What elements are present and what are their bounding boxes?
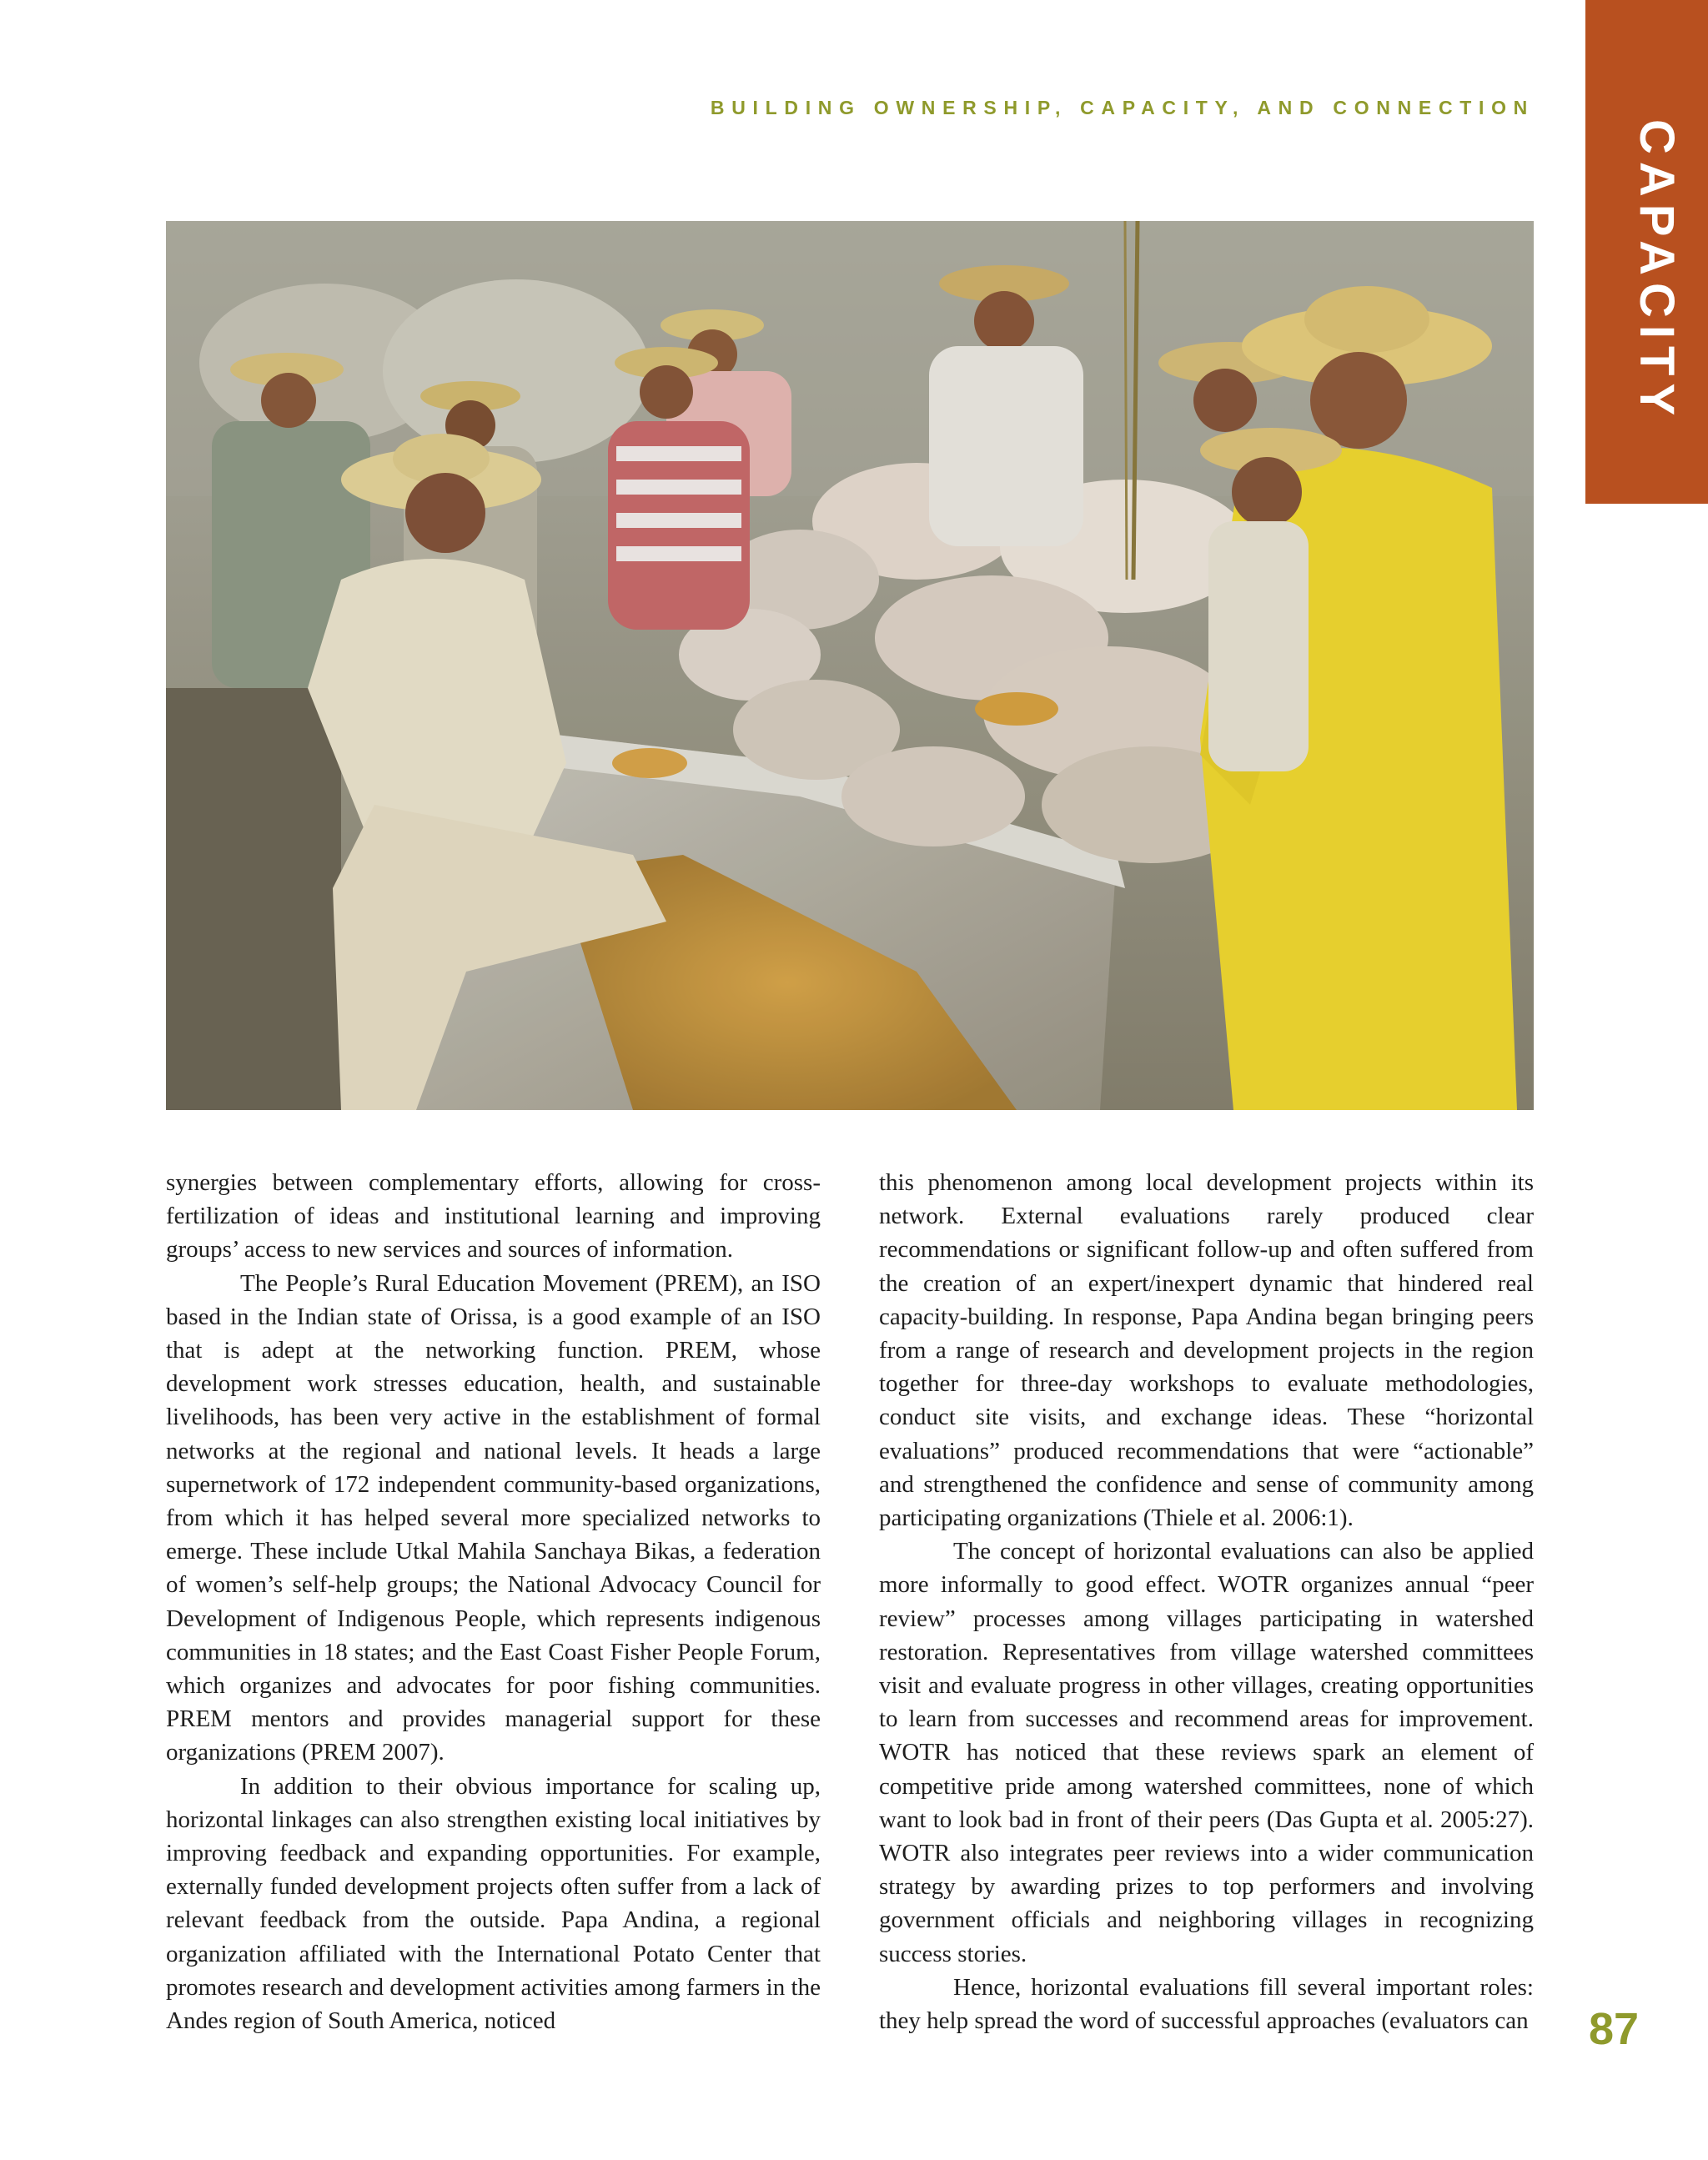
photo-illustration: [166, 221, 1534, 1110]
running-head: BUILDING OWNERSHIP, CAPACITY, AND CONNECTION: [710, 97, 1535, 118]
body-column-left: [166, 1166, 821, 2037]
body-column-right: [879, 1166, 1534, 2037]
section-tab: [1585, 0, 1708, 504]
farmers-grain-photo: [166, 221, 1534, 1110]
paragraph: The concept of horizontal evaluations can also be applied more informally to good effect. WOTR organizes annual “peer review” processes among villages participating in watershed restoration. Representatives from village watershed committees visit and evaluate progress in other villages, creating opportunities to learn from successes and recommend areas for improvement. WOTR has noticed that these reviews spark an element of competitive pride among watershed committees, none of which want to look bad in front of their peers (Das Gupta et al. 2005:27). WOTR also integrates peer reviews into a wider communication strategy by awarding prizes to top performers and involving government officials and neighboring villages in recognizing success stories.: [879, 1538, 1534, 1967]
section-tab-label: CAPACITY: [1630, 119, 1684, 424]
paragraph: The People’s Rural Education Movement (PREM), an ISO based in the Indian state of Orissa, is a good example of an ISO that is adept at the networking function. PREM, whose development work stresses education, health, and sustainable livelihoods, has been very active in the establishment of formal networks at the regional and national levels. It heads a large supernetwork of 172 independent community-based organizations, from which it has helped several more specialized networks to emerge. These include Utkal Mahila Sanchaya Bikas, a federation of women’s self-help groups; the National Advocacy Council for Development of Indigenous People, which represents indigenous communities in 18 states; and the East Coast Fisher People Forum, which organizes and advocates for poor fishing communities. PREM mentors and provides managerial support for these organizations (PREM 2007).: [166, 1269, 821, 1766]
paragraph: this phenomenon among local development projects within its network. External evaluations rarely produced clear recommendations or significant follow-up and often suffered from the creation of an expert/inexpert dynamic that hindered real capacity-building. In response, Papa Andina began bringing peers from a range of research and development projects in the region together for three-day workshops to evaluate methodologies, conduct site visits, and exchange ideas. These “horizontal evaluations” produced recommendations that were “actionable” and strengthened the confidence and sense of community among participating organizations (Thiele et al. 2006:1).: [879, 1169, 1534, 1532]
page-number: 87: [1589, 2004, 1640, 2054]
paragraph: synergies between complementary efforts, allowing for cross-fertilization of ideas and institutional learning and improving groups’ access to new services and sources of information.: [166, 1169, 821, 1263]
paragraph: In addition to their obvious importance for scaling up, horizontal linkages can also strengthen existing local initiatives by improving feedback and expanding opportunities. For example, externally funded development projects often suffer from a lack of relevant feedback from the outside. Papa Andina, a regional organization affiliated with the International Potato Center that promotes research and development activities among farmers in the Andes region of South America, noticed: [166, 1772, 821, 2035]
paragraph: Hence, horizontal evaluations fill several important roles: they help spread the word of successful approaches (evaluators can: [879, 1973, 1534, 2035]
